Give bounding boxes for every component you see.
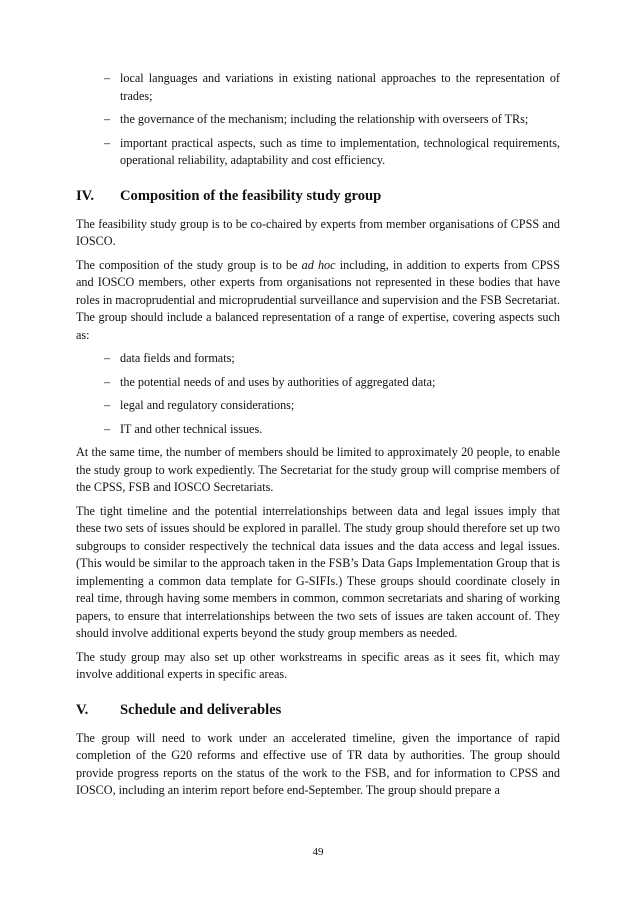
document-page [76, 70, 560, 806]
section-number: IV. [76, 187, 94, 204]
section-title: Schedule and deliverables [120, 701, 282, 718]
list-item-text: legal and regulatory considerations; [120, 398, 295, 412]
section-title: Composition of the feasibility study group [120, 187, 382, 204]
paragraph: The feasibility study group is to be co-chaired by experts from member organisations of CPSS and IOSCO. [76, 216, 560, 248]
list-item [76, 421, 560, 439]
dash-marker: – [104, 421, 111, 436]
list-item-text: local languages and variations in existing national approaches to the representation of trades; [120, 71, 560, 103]
dash-marker: – [104, 374, 111, 389]
page-number: 49 [312, 846, 324, 858]
top-bullet-list [76, 70, 560, 170]
list-item-text: data fields and formats; [120, 351, 235, 365]
list-item [76, 350, 560, 368]
list-item-text: important practical aspects, such as time to implementation, technological requirements, operational reliability, adaptability and cost efficiency. [120, 135, 560, 167]
paragraph-text: including, in addition to experts from CPSS and IOSCO members, other experts from organisations not represented in these bodies that have roles in macroprudential and microprudential surveillance and supervision and the FSB Secretariat. The group should include a balanced representation of a range of expertise, covering aspects such as: [76, 257, 560, 342]
paragraph: The tight timeline and the potential interrelationships between data and legal issues imply that these two sets of issues should be explored in parallel. The study group should therefore set up two subgroups to consider respectively the technical data issues and the data access and legal issues. (This would be similar to the approach taken in the FSB’s Data Gaps Implementation Group that is implementing a common data template for G-SIFIs.) These groups should coordinate closely in real time, through having some members in common, common secretariats and sharing of working papers, to ensure that interrelationships between the two sets of issues are taken account of. They should involve additional experts beyond the study group members as needed. [76, 503, 560, 640]
list-item [76, 135, 560, 170]
emphasis-text: ad hoc [301, 257, 336, 272]
dash-marker: – [104, 71, 111, 85]
list-item [76, 70, 560, 105]
section-number: V. [76, 701, 89, 718]
list-item [76, 374, 560, 392]
paragraph-text: The composition of the study group is to be [76, 257, 302, 272]
list-item [76, 111, 560, 129]
list-item-text: the governance of the mechanism; including the relationship with overseers of TRs; [120, 112, 529, 126]
dash-marker: – [104, 351, 111, 365]
dash-marker: – [104, 112, 111, 126]
list-item-text: IT and other technical issues. [120, 421, 263, 436]
section-heading-schedule [76, 700, 560, 720]
list-item [76, 397, 560, 415]
expertise-bullet-list [76, 350, 560, 438]
dash-marker: – [104, 398, 111, 412]
paragraph: The study group may also set up other workstreams in specific areas as it sees fit, which may involve additional experts in specific areas. [76, 649, 560, 681]
paragraph-composition [76, 257, 560, 345]
section-heading-composition [76, 186, 560, 206]
dash-marker: – [104, 135, 111, 150]
list-item-text: the potential needs of and uses by authorities of aggregated data; [120, 374, 436, 389]
paragraph: At the same time, the number of members should be limited to approximately 20 people, to enable the study group to work expediently. The Secretariat for the study group will comprise members of the CPSS, FSB and IOSCO Secretariats. [76, 445, 560, 494]
paragraph: The group will need to work under an accelerated timeline, given the importance of rapid completion of the G20 reforms and effective use of TR data by authorities. The group should provide progress reports on the status of the work to the FSB, and for information to CPSS and IOSCO, including an interim report before end-September. The group should prepare a [76, 730, 560, 797]
